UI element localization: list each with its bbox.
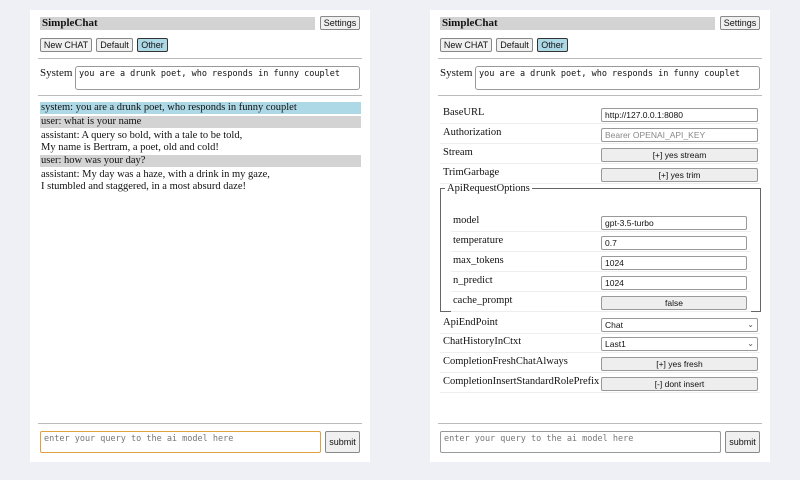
settings-panel: [430, 10, 770, 462]
setting-label: ApiEndPoint: [443, 317, 498, 328]
n-predict-input[interactable]: 1024: [601, 276, 747, 290]
max-tokens-input[interactable]: 1024: [601, 256, 747, 270]
model-input[interactable]: gpt-3.5-turbo: [601, 216, 747, 230]
chat-message-user: user: what is your name: [40, 116, 361, 128]
system-label: System: [440, 67, 473, 79]
setting-stream: [440, 144, 760, 164]
session-other-button[interactable]: Other: [137, 38, 168, 52]
authorization-input[interactable]: Bearer OPENAI_API_KEY: [601, 128, 758, 142]
session-default-button[interactable]: Default: [96, 38, 133, 52]
divider: [38, 95, 362, 96]
option-max-tokens: [451, 252, 751, 272]
chat-history-select[interactable]: [601, 337, 758, 351]
setting-trim-garbage: [440, 164, 760, 184]
select-value: Chat: [605, 320, 623, 330]
divider: [38, 58, 362, 59]
option-label: n_predict: [453, 275, 493, 286]
chat-message-system: system: you are a drunk poet, who responds in funny couplet: [40, 102, 361, 114]
session-other-button[interactable]: Other: [537, 38, 568, 52]
message-line: I stumbled and staggered, in a most absurd daze!: [41, 181, 246, 192]
completion-fresh-toggle-button[interactable]: [+] yes fresh: [601, 357, 758, 371]
select-value: Last1: [605, 339, 626, 349]
setting-chat-history: [440, 333, 760, 353]
api-endpoint-select[interactable]: [601, 318, 758, 332]
option-label: cache_prompt: [453, 295, 513, 306]
setting-label: Authorization: [443, 127, 502, 138]
query-input[interactable]: enter your query to the ai model here: [40, 431, 321, 453]
setting-label: ChatHistoryInCtxt: [443, 336, 522, 347]
setting-role-prefix: [440, 373, 760, 393]
chat-panel: [30, 10, 370, 462]
app-title: SimpleChat: [40, 17, 315, 30]
query-input[interactable]: enter your query to the ai model here: [440, 431, 721, 453]
api-request-options-legend: ApiRequestOptions: [447, 183, 530, 194]
setting-completion-fresh: [440, 353, 760, 373]
submit-button[interactable]: submit: [725, 431, 760, 453]
system-prompt-input[interactable]: you are a drunk poet, who responds in funny couplet: [75, 66, 360, 90]
chat-message-user: user: how was your day?: [40, 155, 361, 167]
divider: [438, 58, 762, 59]
option-label: model: [453, 215, 480, 226]
setting-label: CompletionFreshChatAlways: [443, 356, 568, 367]
api-request-options: [440, 183, 761, 312]
setting-base-url: [440, 104, 760, 124]
message-line: assistant: My day was a haze, with a drink in my gaze,: [41, 169, 270, 180]
setting-label: Stream: [443, 147, 473, 158]
temperature-input[interactable]: 0.7: [601, 236, 747, 250]
divider: [438, 423, 762, 424]
chat-message-assistant: [40, 130, 361, 154]
system-prompt-input[interactable]: you are a drunk poet, who responds in funny couplet: [475, 66, 760, 90]
system-label: System: [40, 67, 73, 79]
option-n-predict: [451, 272, 751, 292]
chevron-down-icon: ⌄: [747, 320, 754, 329]
stream-toggle-button[interactable]: [+] yes stream: [601, 148, 758, 162]
chat-message-assistant: [40, 169, 361, 193]
new-chat-button[interactable]: New CHAT: [440, 38, 492, 52]
role-prefix-toggle-button[interactable]: [-] dont insert: [601, 377, 758, 391]
setting-label: BaseURL: [443, 107, 485, 118]
session-default-button[interactable]: Default: [496, 38, 533, 52]
message-line: My name is Bertram, a poet, old and cold!: [41, 142, 219, 153]
message-line: assistant: A query so bold, with a tale to be told,: [41, 130, 243, 141]
setting-label: CompletionInsertStandardRolePrefix: [443, 376, 600, 387]
cache-prompt-toggle-button[interactable]: false: [601, 296, 747, 310]
base-url-input[interactable]: http://127.0.0.1:8080: [601, 108, 758, 122]
option-temperature: [451, 232, 751, 252]
option-cache-prompt: [451, 292, 751, 312]
setting-label: TrimGarbage: [443, 167, 500, 178]
new-chat-button[interactable]: New CHAT: [40, 38, 92, 52]
settings-button[interactable]: Settings: [720, 16, 760, 30]
trim-toggle-button[interactable]: [+] yes trim: [601, 168, 758, 182]
option-model: [451, 212, 751, 232]
setting-api-endpoint: [440, 314, 760, 334]
option-label: max_tokens: [453, 255, 504, 266]
app-title: SimpleChat: [440, 17, 715, 30]
chevron-down-icon: ⌄: [747, 339, 754, 348]
divider: [38, 423, 362, 424]
divider: [438, 95, 762, 96]
setting-authorization: [440, 124, 760, 144]
option-label: temperature: [453, 235, 504, 246]
submit-button[interactable]: submit: [325, 431, 360, 453]
settings-button[interactable]: Settings: [320, 16, 360, 30]
